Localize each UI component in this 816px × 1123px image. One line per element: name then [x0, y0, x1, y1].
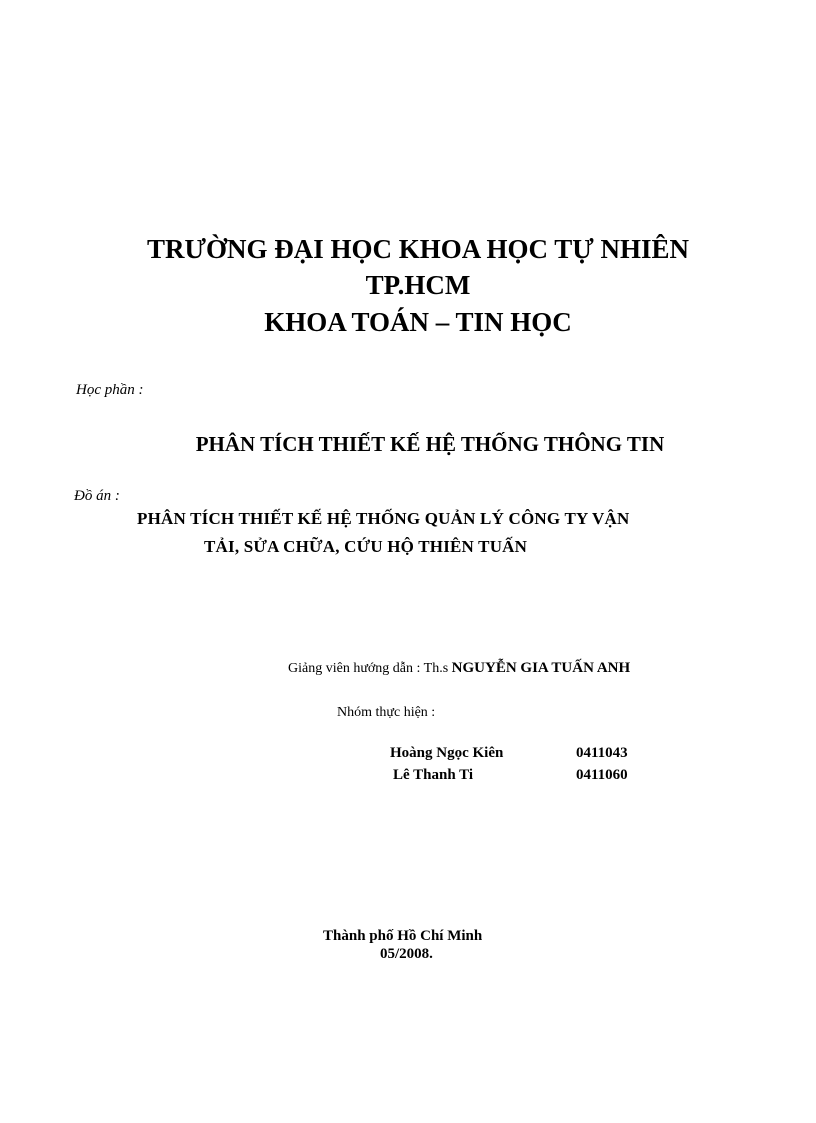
member-name: Lê Thanh Ti: [393, 767, 474, 783]
project-title-line-1: PHÂN TÍCH THIẾT KẾ HỆ THỐNG QUẢN LÝ CÔNG TY VẬN: [137, 509, 630, 528]
member-id: 0411043: [576, 745, 628, 761]
university-name-line-1: TRƯỜNG ĐẠI HỌC KHOA HỌC TỰ NHIÊN: [146, 234, 690, 264]
advisor-label: Giảng viên hướng dẫn : Th.s: [288, 661, 449, 676]
group-label: Nhóm thực hiện :: [337, 705, 436, 720]
member-id: 0411060: [576, 767, 628, 783]
course-name: PHÂN TÍCH THIẾT KẾ HỆ THỐNG THÔNG TIN: [195, 432, 665, 456]
project-title-line-2: TẢI, SỬA CHỮA, CỨU HỘ THIÊN TUẤN: [204, 537, 528, 556]
faculty-name: KHOA TOÁN – TIN HỌC: [264, 307, 572, 337]
course-label: Học phần :: [76, 382, 144, 398]
advisor-row: [288, 660, 630, 677]
project-label: Đồ án :: [74, 488, 120, 504]
member-name: Hoàng Ngọc Kiên: [390, 745, 504, 761]
city: Thành phố Hồ Chí Minh: [323, 928, 483, 944]
date: 05/2008.: [380, 946, 433, 962]
university-name-line-2: TP.HCM: [365, 270, 471, 300]
advisor-name: NGUYỄN GIA TUẤN ANH: [451, 660, 631, 676]
